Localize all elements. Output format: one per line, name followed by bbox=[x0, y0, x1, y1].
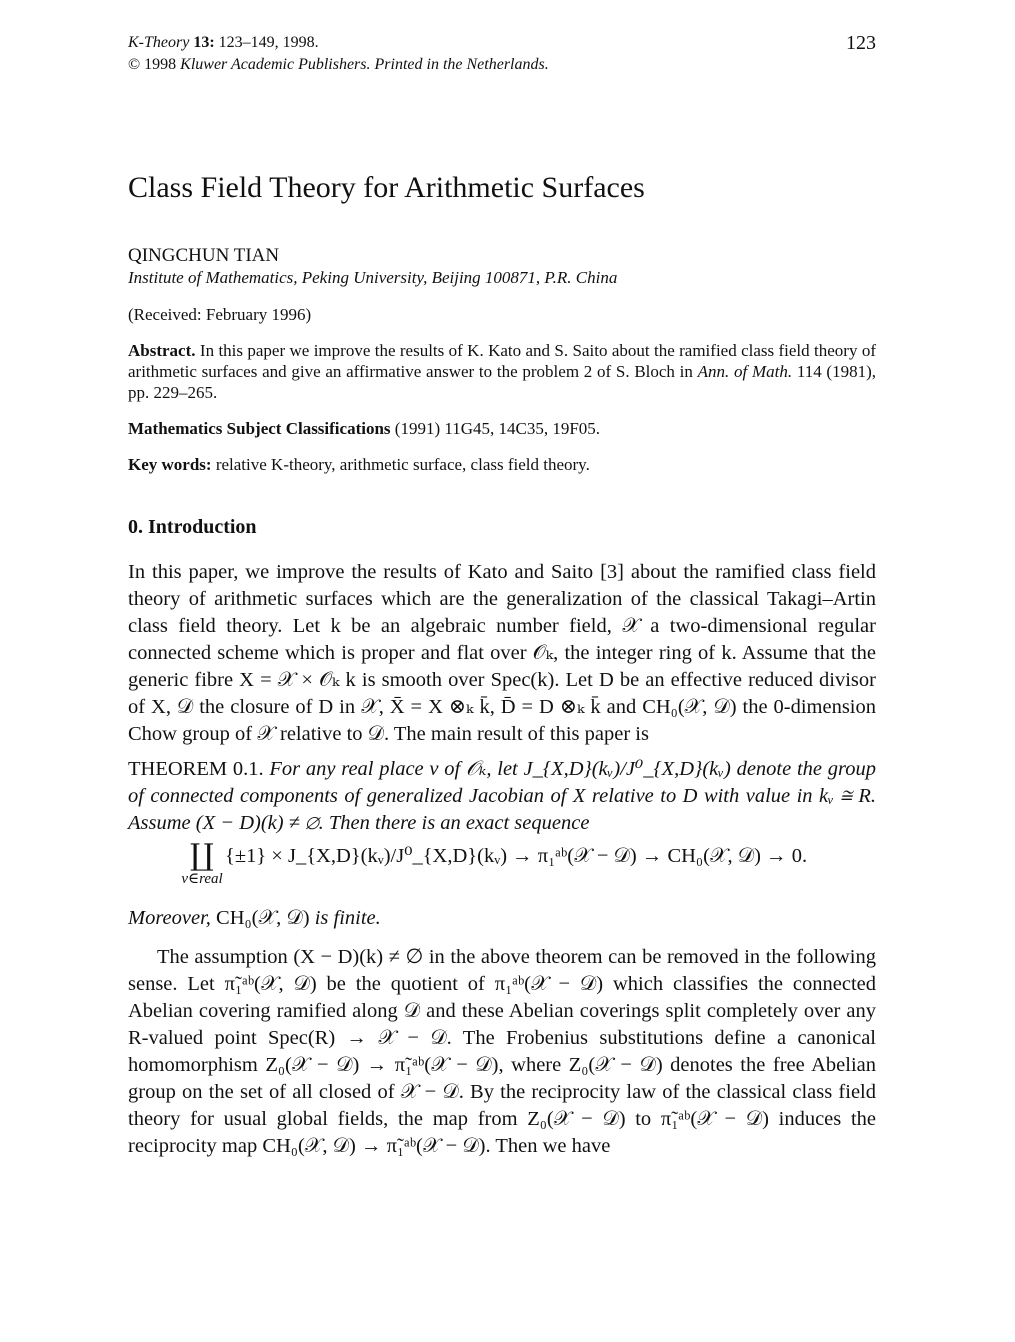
exact-sequence-formula: {±1} × J_{X,D}(kᵥ)/J⁰_{X,D}(kᵥ) → π₁ᵃᵇ(𝒳 − 𝒟) → CH₀(𝒳, 𝒟) → 0. bbox=[225, 845, 808, 867]
keywords-label: Key words: bbox=[128, 455, 212, 474]
citation-line bbox=[128, 32, 876, 54]
moreover-lead: Moreover, bbox=[128, 907, 211, 929]
intro-paragraph-2: The assumption (X − D)(k) ≠ ∅ in the above theorem can be removed in the following sense. Let π̃₁ᵃᵇ(𝒳, 𝒟) be the quotient of π₁ᵃᵇ(𝒳 − 𝒟) which classifies the connected Abelian covering ramified along 𝒟 and these Abelian coverings split completely over any R-valued point Spec(R) → 𝒳 − 𝒟. The Frobenius substitutions define a canonical homomorphism Z₀(𝒳 − 𝒟) → π̃₁ᵃᵇ(𝒳 − 𝒟), where Z₀(𝒳 − 𝒟) denotes the free Abelian group on the set of all closed of 𝒳 − 𝒟. By the reciprocity law of the classical class field theory for usual global fields, the map from Z₀(𝒳 − 𝒟) to π̃₁ᵃᵇ(𝒳 − 𝒟) induces the reciprocity map CH₀(𝒳, 𝒟) → π̃₁ᵃᵇ(𝒳 − 𝒟). Then we have bbox=[128, 946, 876, 1157]
coproduct-symbol: ∐ bbox=[190, 839, 214, 872]
abstract-label: Abstract. bbox=[128, 341, 196, 360]
theorem-0-1 bbox=[128, 756, 876, 837]
msc-label: Mathematics Subject Classifications bbox=[128, 419, 391, 438]
abstract-reference-tail: 114 (1981), pp. 229–265. bbox=[128, 362, 877, 402]
exact-sequence-display bbox=[128, 841, 876, 905]
coproduct bbox=[176, 841, 228, 887]
section-heading: 0. Introduction bbox=[128, 516, 257, 538]
theorem-moreover bbox=[128, 905, 876, 932]
author-name: QINGCHUN TIAN bbox=[128, 245, 280, 266]
paper-page bbox=[128, 32, 876, 1160]
abstract-reference: Ann. of Math. bbox=[697, 362, 793, 381]
abstract-text: In this paper we improve the results of K. Kato and S. Saito about the ramified class field theory of arithmetic surfaces and give an affirmative answer to the problem 2 of S. Bloch in bbox=[128, 341, 877, 381]
subject-classifications bbox=[128, 418, 876, 439]
coproduct-subscript: v∈real bbox=[181, 871, 223, 887]
journal-name: K-Theory bbox=[128, 34, 190, 51]
moreover-tail: is finite. bbox=[314, 907, 381, 929]
abstract bbox=[128, 340, 876, 403]
theorem-statement: For any real place v of 𝒪ₖ, let J_{X,D}(kᵥ)/J⁰_{X,D}(kᵥ) denote the group of connected components of generalized Jacobian of X relative to D with value in kᵥ ≅ R. Assume (X − D)(k) ≠ ∅. Then there is an exact sequence bbox=[128, 758, 876, 834]
publisher: Kluwer Academic Publishers. Printed in the Netherlands. bbox=[180, 56, 549, 73]
received-date: (Received: February 1996) bbox=[128, 305, 312, 324]
paper-title: Class Field Theory for Arithmetic Surfaces bbox=[128, 171, 645, 204]
msc-codes: (1991) 11G45, 14C35, 19F05. bbox=[394, 419, 601, 438]
author-affiliation: Institute of Mathematics, Peking University, Beijing 100871, P.R. China bbox=[128, 268, 618, 287]
keywords-text: relative K-theory, arithmetic surface, class field theory. bbox=[215, 455, 590, 474]
theorem-label: THEOREM 0.1. bbox=[128, 758, 264, 780]
copyright-year: © 1998 bbox=[128, 56, 177, 73]
intro-paragraph-1: In this paper, we improve the results of Kato and Saito [3] about the ramified class field theory of arithmetic surfaces which are the generalization of the classical Takagi–Artin class field theory. Let k be an algebraic number field, 𝒳 a two-dimensional regular connected scheme which is proper and flat over 𝒪ₖ, the integer ring of k. Assume that the generic fibre X = 𝒳 × 𝒪ₖ k is smooth over Spec(k). Let D be an effective reduced divisor of X, 𝒟 the closure of D in 𝒳, X̄ = X ⊗ₖ k̄, D̄ = D ⊗ₖ k̄ and CH₀(𝒳, 𝒟) the 0-dimension Chow group of 𝒳 relative to 𝒟. The main result of this paper is bbox=[128, 561, 876, 745]
copyright-line bbox=[128, 54, 876, 76]
keywords bbox=[128, 454, 876, 475]
journal-pages: 123–149, 1998. bbox=[218, 34, 319, 51]
moreover-math: CH₀(𝒳, 𝒟) bbox=[216, 907, 310, 929]
page-number: 123 bbox=[846, 32, 876, 54]
running-header bbox=[128, 32, 876, 76]
journal-volume: 13: bbox=[193, 34, 215, 51]
